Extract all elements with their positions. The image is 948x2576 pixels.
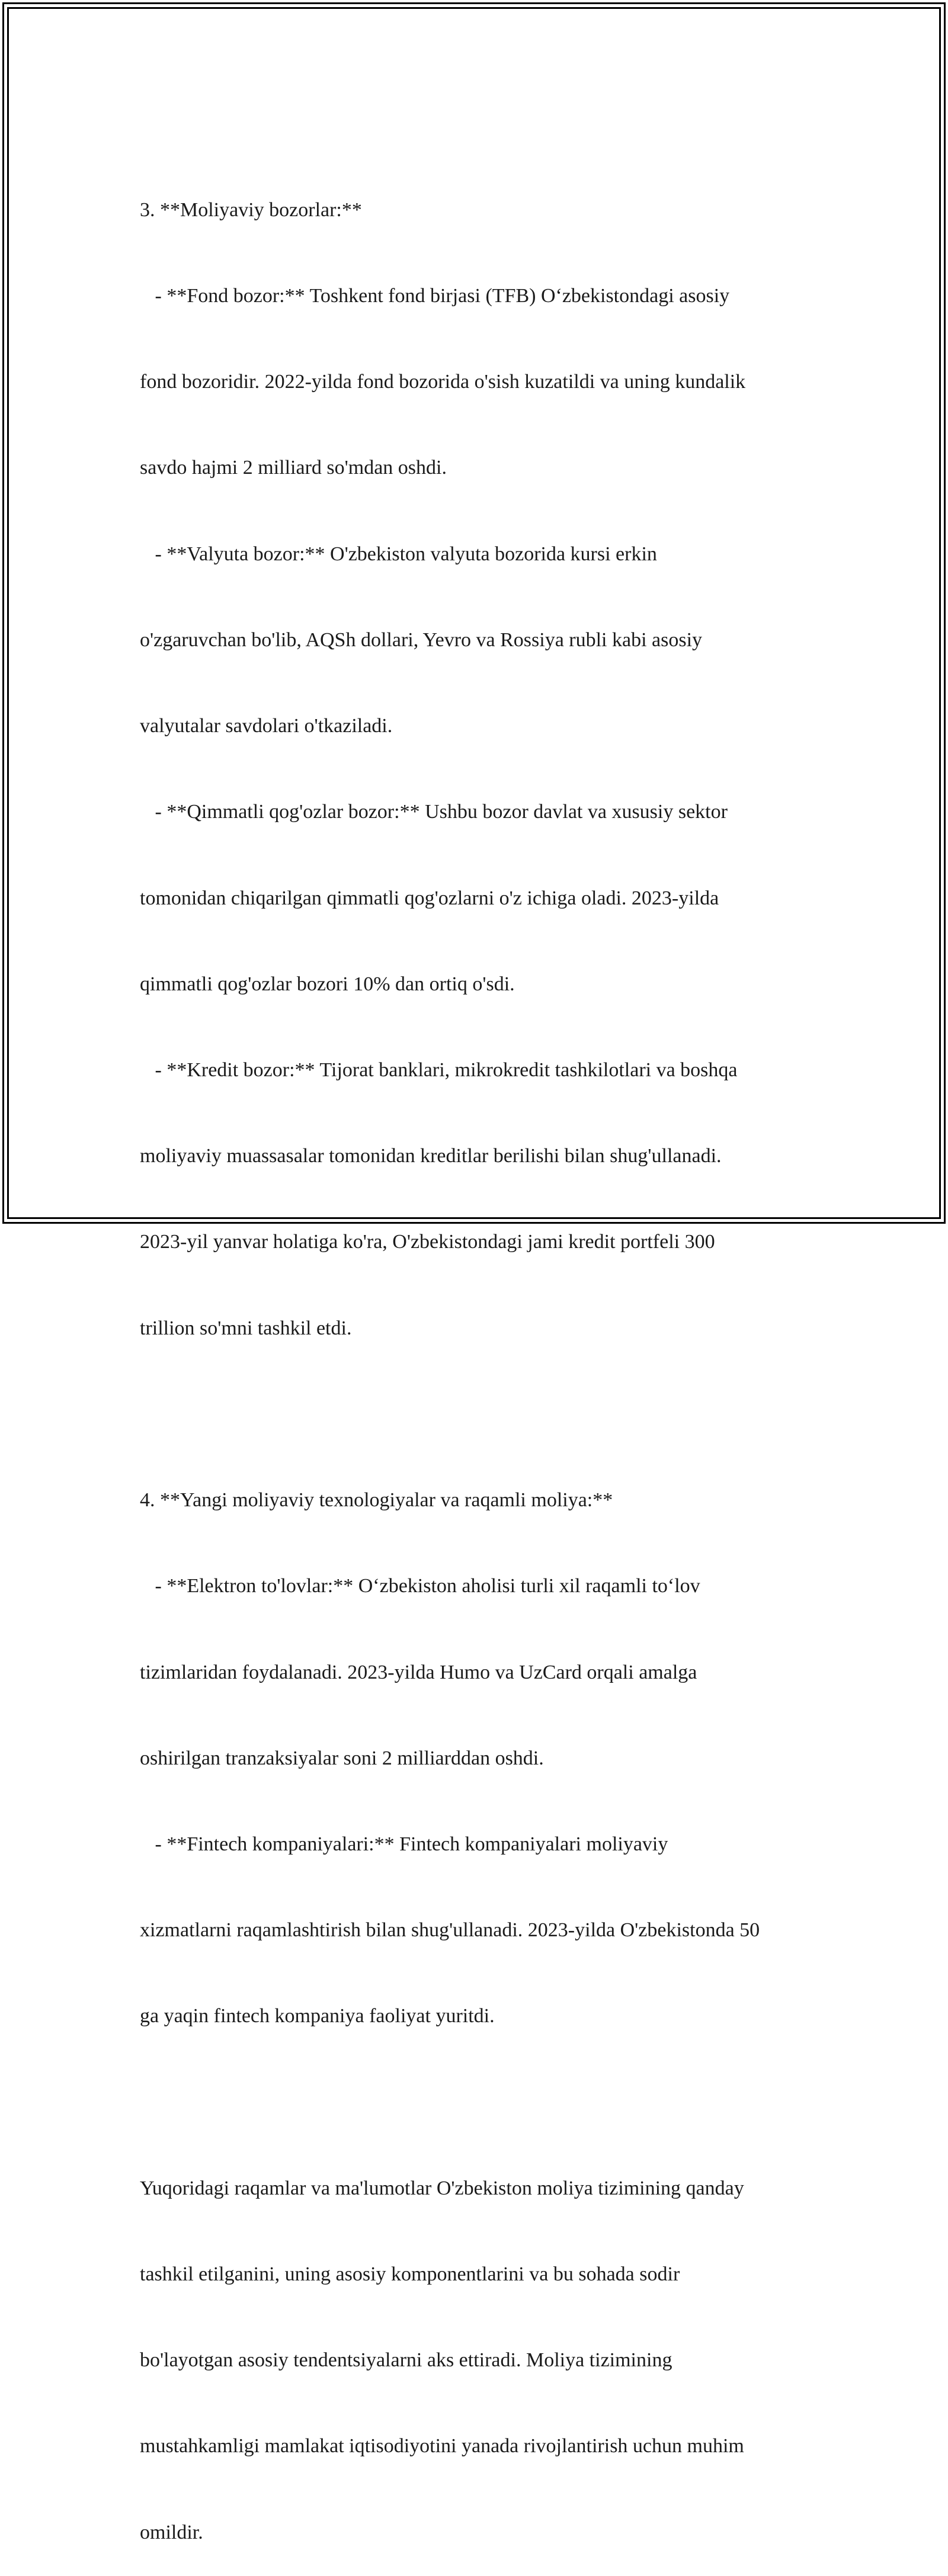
fond-bozor-line-3: savdo hajmi 2 milliard so'mdan oshdi. bbox=[140, 457, 447, 479]
kredit-bozor-line-4: trillion so'mni tashkil etdi. bbox=[140, 1317, 352, 1339]
paragraph-gap bbox=[140, 2089, 821, 2117]
qimmatli-qogozlar-line-2: tomonidan chiqarilgan qimmatli qog'ozlarni o'z ichiga oladi. 2023-yilda bbox=[140, 887, 719, 909]
conclusion-line-3: bo'layotgan asosiy tendentsiyalarni aks ettiradi. Moliya tizimining bbox=[140, 2349, 672, 2372]
valyuta-bozor-line-3: valyutalar savdolari o'tkaziladi. bbox=[140, 715, 393, 737]
valyuta-bozor-line-1: - **Valyuta bozor:** O'zbekiston valyuta bozorida kursi erkin bbox=[140, 543, 657, 565]
fintech-line-1: - **Fintech kompaniyalari:** Fintech kompaniyalari moliyaviy bbox=[140, 1833, 668, 1855]
kredit-bozor-line-3: 2023-yil yanvar holatiga ko'ra, O'zbekistondagi jami kredit portfeli 300 bbox=[140, 1231, 715, 1253]
conclusion-line-5: omildir. bbox=[140, 2521, 203, 2543]
conclusion-line-2: tashkil etilganini, uning asosiy komponentlarini va bu sohada sodir bbox=[140, 2263, 680, 2286]
conclusion-line-1: Yuqoridagi raqamlar va ma'lumotlar O'zbekiston moliya tizimining qanday bbox=[140, 2177, 744, 2199]
section-3-heading: 3. **Moliyaviy bozorlar:** bbox=[140, 198, 362, 221]
section-4-heading: 4. **Yangi moliyaviy texnologiyalar va raqamli moliya:** bbox=[140, 1489, 613, 1512]
qimmatli-qogozlar-line-3: qimmatli qog'ozlar bozori 10% dan ortiq o'sdi. bbox=[140, 973, 515, 995]
valyuta-bozor-line-2: o'zgaruvchan bo'lib, AQSh dollari, Yevro va Rossiya rubli kabi asosiy bbox=[140, 628, 703, 651]
paragraph-gap bbox=[140, 1400, 821, 1429]
fond-bozor-line-1: - **Fond bozor:** Toshkent fond birjasi (TFB) O‘zbekistondagi asosiy bbox=[140, 285, 730, 307]
document-body bbox=[140, 139, 821, 2576]
qimmatli-qogozlar-line-1: - **Qimmatli qog'ozlar bozor:** Ushbu bozor davlat va xususiy sektor bbox=[140, 801, 728, 823]
conclusion-line-4: mustahkamligi mamlakat iqtisodiyotini yanada rivojlantirish uchun muhim bbox=[140, 2435, 744, 2458]
elektron-tolovlar-line-1: - **Elektron to'lovlar:** O‘zbekiston aholisi turli xil raqamli to‘lov bbox=[140, 1575, 700, 1597]
fintech-line-2: xizmatlarni raqamlashtirish bilan shug'ullanadi. 2023-yilda O'zbekistonda 50 bbox=[140, 1919, 760, 1942]
elektron-tolovlar-line-2: tizimlaridan foydalanadi. 2023-yilda Humo va UzCard orqali amalga bbox=[140, 1661, 697, 1683]
elektron-tolovlar-line-3: oshirilgan tranzaksiyalar soni 2 milliarddan oshdi. bbox=[140, 1747, 544, 1769]
fintech-line-3: ga yaqin fintech kompaniya faoliyat yuritdi. bbox=[140, 2005, 495, 2028]
fond-bozor-line-2: fond bozoridir. 2022-yilda fond bozorida o'sish kuzatildi va uning kundalik bbox=[140, 371, 746, 393]
kredit-bozor-line-2: moliyaviy muassasalar tomonidan kreditlar berilishi bilan shug'ullanadi. bbox=[140, 1145, 722, 1167]
kredit-bozor-line-1: - **Kredit bozor:** Tijorat banklari, mikrokredit tashkilotlari va boshqa bbox=[140, 1059, 738, 1081]
